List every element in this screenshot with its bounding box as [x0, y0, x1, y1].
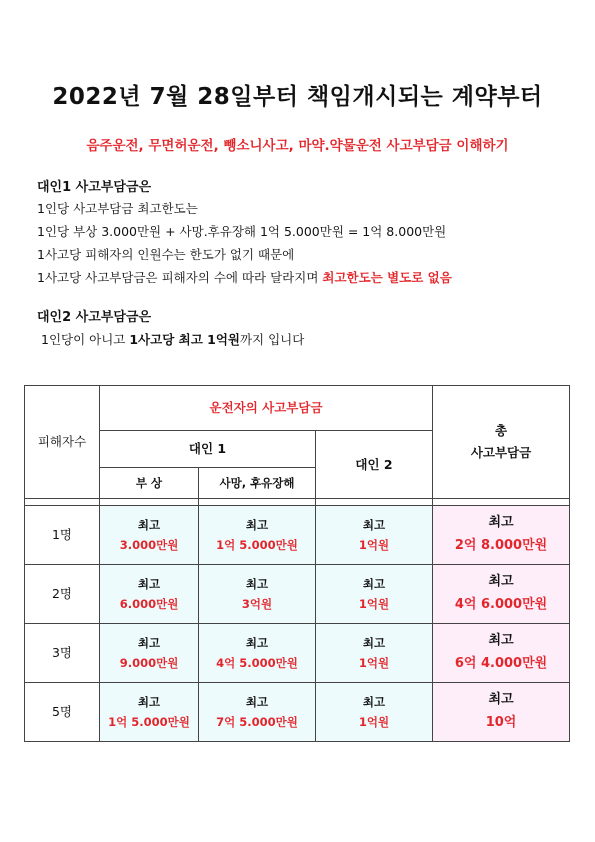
injury-value: 9.000만원: [119, 656, 179, 670]
death-value: 7억 5.000만원: [216, 715, 298, 729]
total-value: 6억 4.000만원: [454, 656, 548, 671]
total-value: 4억 6.000만원: [454, 597, 548, 612]
max-label: 최고: [245, 576, 269, 591]
total-cell: [433, 565, 570, 624]
section1-line3: 1사고당 피해자의 인원수는 한도가 없기 때문에: [37, 247, 295, 262]
max-label: 최고: [137, 694, 161, 709]
victims-header: 피해자수: [25, 386, 100, 499]
death-cell: [199, 506, 316, 565]
max-label: 최고: [488, 574, 514, 590]
injury-value: 6.000만원: [119, 597, 179, 611]
injury-cell: [100, 565, 199, 624]
max-label: 최고: [245, 635, 269, 650]
max-label: 최고: [137, 576, 161, 591]
section2-line: [41, 330, 304, 348]
death-value: 3억원: [241, 597, 273, 611]
daein2-cell: [316, 565, 433, 624]
max-label: 최고: [488, 515, 514, 531]
max-label: 최고: [488, 633, 514, 649]
death-cell: [199, 565, 316, 624]
death-cell: [199, 683, 316, 742]
max-label: 최고: [245, 694, 269, 709]
daein2-value: 1억원: [358, 538, 390, 552]
victims-cell: 3명: [25, 624, 100, 683]
daein2-value: 1억원: [358, 715, 390, 729]
victims-cell: 1명: [25, 506, 100, 565]
section2-text-c: 까지 입니다: [239, 332, 305, 347]
death-value: 4억 5.000만원: [216, 656, 298, 670]
death-cell: [199, 624, 316, 683]
total-header-line1: 총: [494, 423, 508, 439]
victims-cell: 2명: [25, 565, 100, 624]
section1-line4-text: 1사고당 사고부담금은 피해자의 수에 따라 달라지며: [37, 270, 323, 285]
death-value: 1억 5.000만원: [216, 538, 298, 552]
page-subtitle: 음주운전, 무면허운전, 뺑소니사고, 마약.약물운전 사고부담금 이해하기: [86, 138, 509, 154]
victims-cell: 5명: [25, 683, 100, 742]
injury-header: 부 상: [100, 468, 199, 499]
daein2-cell: [316, 506, 433, 565]
driver-cost-header: 운전자의 사고부담금: [100, 386, 433, 431]
daein2-header: 대인 2: [316, 431, 433, 499]
section1-heading: 대인1 사고부담금은: [37, 180, 152, 195]
daein1-header: 대인 1: [100, 431, 316, 468]
total-cell: [433, 683, 570, 742]
injury-cell: [100, 506, 199, 565]
accident-cost-table: [24, 385, 570, 742]
total-value: 2억 8.000만원: [454, 538, 548, 553]
death-header: 사망, 후유장해: [199, 468, 316, 499]
total-value: 10억: [485, 715, 517, 730]
section2-text-a: 1인당이 아니고: [41, 332, 130, 347]
max-label: 최고: [137, 635, 161, 650]
table-row: [25, 506, 570, 565]
section1-line1: 1인당 사고부담금 최고한도는: [37, 201, 198, 216]
daein2-cell: [316, 683, 433, 742]
max-label: 최고: [137, 517, 161, 532]
total-cost-header: [433, 386, 570, 499]
injury-value: 3.000만원: [119, 538, 179, 552]
daein2-value: 1억원: [358, 656, 390, 670]
total-cell: [433, 506, 570, 565]
total-cell: [433, 624, 570, 683]
section1-line4: [37, 268, 452, 286]
table-row: [25, 624, 570, 683]
table-row: [25, 565, 570, 624]
page-title: 2022년 7월 28일부터 책임개시되는 계약부터: [52, 84, 543, 110]
section2-heading: 대인2 사고부담금은: [37, 310, 152, 325]
max-label: 최고: [362, 635, 386, 650]
max-label: 최고: [488, 692, 514, 708]
max-label: 최고: [245, 517, 269, 532]
total-header-line2: 사고부담금: [470, 445, 532, 460]
max-label: 최고: [362, 576, 386, 591]
max-label: 최고: [362, 694, 386, 709]
table-row: [25, 683, 570, 742]
injury-value: 1억 5.000만원: [108, 715, 190, 729]
injury-cell: [100, 624, 199, 683]
daein2-value: 1억원: [358, 597, 390, 611]
injury-cell: [100, 683, 199, 742]
daein2-cell: [316, 624, 433, 683]
max-label: 최고: [362, 517, 386, 532]
section1-line4-highlight: 최고한도는 별도로 없음: [322, 270, 452, 285]
section2-text-b: 1사고당 최고 1억원: [129, 332, 240, 347]
section1-line2: 1인당 부상 3.000만원 + 사망.후유장해 1억 5.000만원 = 1억 8.000만원: [37, 224, 447, 239]
